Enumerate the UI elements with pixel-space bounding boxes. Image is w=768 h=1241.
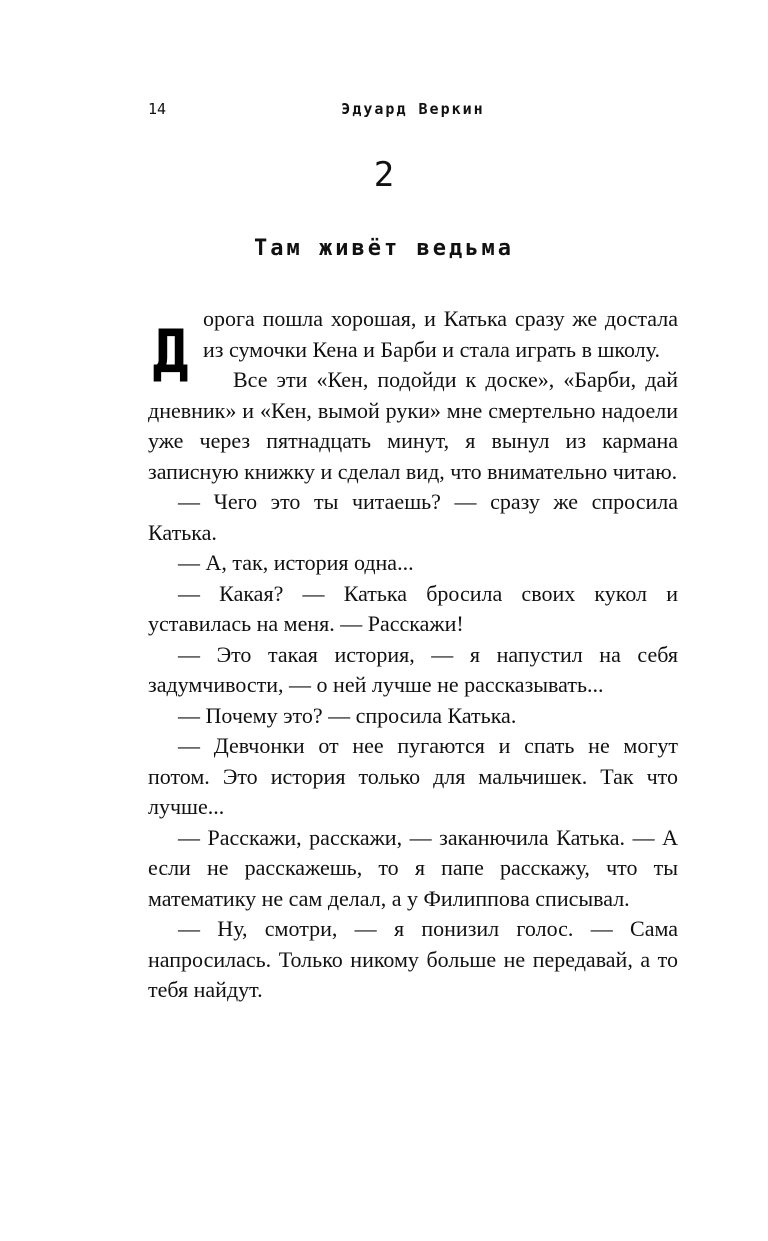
body-text	[148, 304, 678, 1006]
paragraph: — Расскажи, расскажи, — заканючила Катька. — А если не расскажешь, то я папе расскажу, что ты математику не сам делал, а у Филиппова списывал.	[148, 824, 678, 911]
page-number: 14	[148, 100, 167, 118]
paragraph: — Почему это? — спросила Катька.	[178, 702, 517, 728]
paragraph: — Это такая история, — я напустил на себя задумчивости, — о ней лучше не рассказывать...	[148, 641, 678, 697]
paragraph: — Чего это ты читаешь? — сразу же спросила Катька.	[148, 489, 678, 545]
paragraph: — Ну, смотри, — я понизил голос. — Сама напросилась. Только никому больше не передавай, а то тебя найдут.	[148, 916, 678, 1002]
chapter-title: Там живёт ведьма	[254, 236, 514, 261]
paragraph: Все эти «Кен, подойди к доске», «Барби, дай дневник» и «Кен, вымой руки» мне смертельно надоели уже через пятнадцать минут, я вынул из кармана записную книжку и сделал вид, что внимательно читаю.	[148, 367, 678, 484]
paragraph: — А, так, история одна...	[178, 550, 414, 575]
paragraph: — Девчонки от нее пугаются и спать не могут потом. Это история только для мальчишек. Так что лучше...	[148, 733, 678, 819]
paragraph	[148, 304, 678, 387]
running-head	[148, 100, 678, 122]
book-author: Эдуард Веркин	[341, 100, 485, 118]
paragraph: — Какая? — Катька бросила своих кукол и уставилась на меня. — Расскажи!	[148, 580, 678, 636]
chapter-number: 2	[373, 155, 395, 195]
drop-cap: Д	[152, 317, 189, 387]
paragraph-text: орога пошла хорошая, и Катька сразу же достала из сумочки Кена и Барби и стала играть в школу.	[203, 306, 678, 362]
